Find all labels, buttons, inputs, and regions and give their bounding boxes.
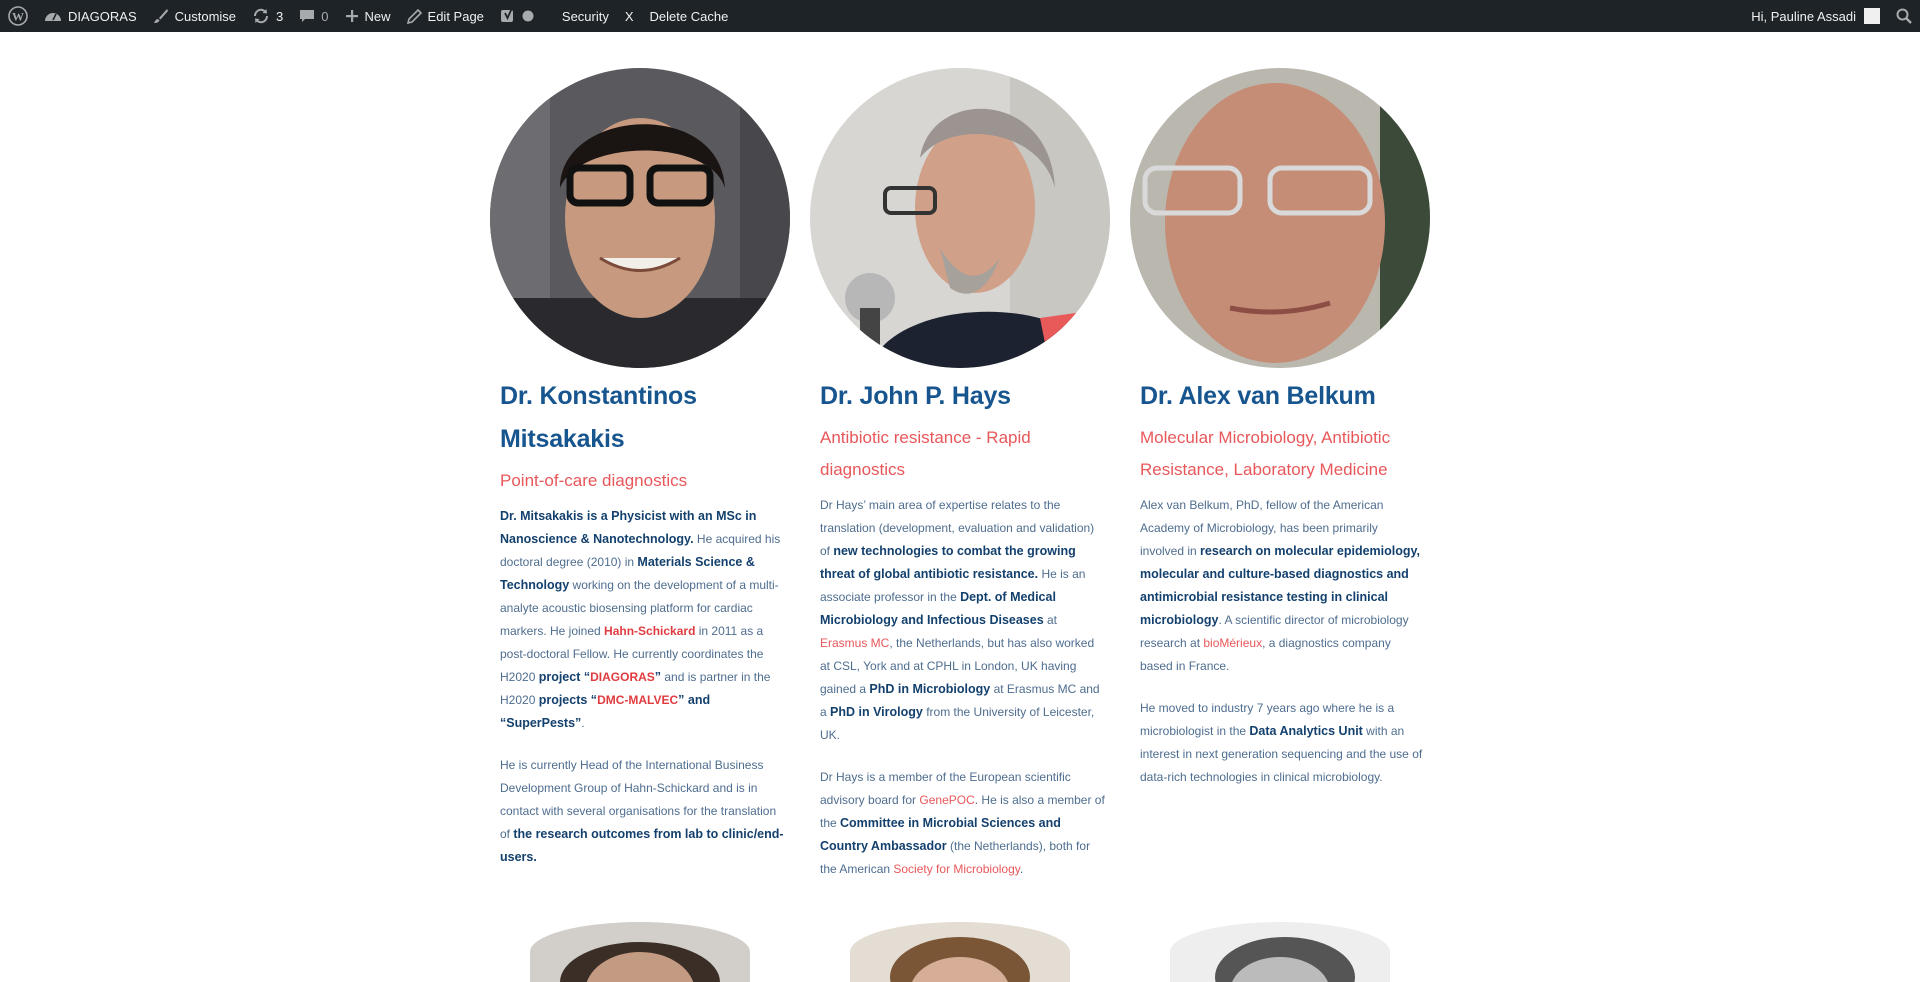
bio-link[interactable]: GenePOC — [919, 793, 975, 807]
bio-text-run: Dr Hays’ main area of expertise relates to the translation (development, evaluation and validation) of — [820, 498, 1095, 558]
bio-text-run: the research outcomes from lab to clinic/end-users. — [500, 827, 784, 864]
member-role: Antibiotic resistance - Rapid diagnostics — [820, 428, 1031, 479]
bio-text-run: He moved to industry 7 years ago where he is a microbiologist in the — [1140, 701, 1395, 738]
bio-text-run: ” — [654, 670, 662, 684]
bio-text-run: new technologies to combat the growing threat of global antibiotic resistance. — [820, 544, 1076, 581]
bio-text-run: , the Netherlands, but has also worked at CSL, York and at CPHL in London, UK having gained a — [820, 636, 1095, 696]
yoast-icon — [500, 8, 516, 24]
wp-admin-bar — [0, 0, 1920, 32]
search-button[interactable] — [1888, 0, 1920, 32]
bio-text-run: . — [581, 716, 585, 730]
member-bio-paragraph — [1140, 494, 1425, 678]
x-menu[interactable] — [617, 0, 642, 32]
bio-text-run: Materials Science & Technology — [500, 555, 755, 592]
security-menu[interactable] — [554, 0, 617, 32]
bio-link[interactable]: bioMérieux — [1203, 636, 1263, 650]
avatar — [1864, 8, 1880, 24]
member-bio-paragraph — [820, 494, 1105, 747]
member-role: Molecular Microbiology, Antibiotic Resistance, Laboratory Medicine — [1140, 428, 1391, 479]
bio-text-run: ” and “SuperPests” — [500, 693, 711, 730]
delete-cache-label: Delete Cache — [649, 8, 729, 24]
pencil-icon — [407, 9, 422, 24]
bio-text-run: He is an associate professor in the — [820, 567, 1086, 604]
site-name-menu[interactable] — [36, 0, 145, 32]
member-bio-paragraph — [500, 505, 785, 735]
member-name: Dr. Konstantinos Mitsakakis — [500, 382, 697, 453]
portrait-photo — [1130, 68, 1430, 368]
my-account-menu[interactable] — [1743, 0, 1888, 32]
edit-page-button[interactable] — [399, 0, 492, 32]
portrait-photo-next-row — [530, 922, 750, 982]
portrait-photo — [810, 68, 1110, 368]
bio-text-run: . — [1019, 862, 1024, 876]
member-bio-paragraph — [820, 766, 1105, 881]
bio-text-run: project “ — [538, 670, 591, 684]
bio-text-run: Dept. of Medical Microbiology and Infectious Diseases — [820, 590, 1056, 627]
wordpress-logo-icon[interactable] — [0, 0, 36, 32]
bio-text-run: . A scientific director of microbiology research at — [1140, 613, 1409, 650]
bio-text-run: research on molecular epidemiology, molecular and culture-based diagnostics and antimicrobial resistance testing in clinical microbiology — [1140, 544, 1421, 627]
member-name: Dr. Alex van Belkum — [1140, 382, 1376, 410]
member-bio-paragraph — [1140, 697, 1425, 789]
updates-count: 3 — [276, 8, 284, 24]
bio-text-run: Alex van Belkum, PhD, fellow of the American Academy of Microbiology, has been primarily involved in — [1140, 498, 1384, 558]
delete-cache-button[interactable] — [642, 0, 737, 32]
bio-text-run: and is partner in the H2020 — [500, 670, 771, 707]
bio-link[interactable]: Hahn-Schickard — [604, 624, 696, 638]
bio-text-run: Dr. Mitsakakis is a Physicist with an MSc in Nanoscience & Nanotechnology. — [500, 509, 757, 546]
user-greeting: Hi, Pauline Assadi — [1751, 8, 1856, 24]
bio-link[interactable]: Erasmus MC — [820, 636, 890, 650]
team-member-hays — [810, 68, 1110, 900]
bio-link[interactable]: Society for Microbiology — [893, 862, 1020, 876]
bio-text-run: Dr Hays is a member of the European scientific advisory board for — [820, 770, 1071, 807]
customise-button[interactable] — [145, 0, 244, 32]
member-name: Dr. John P. Hays — [820, 382, 1011, 410]
bio-text-run: Committee in Microbial Sciences and Country Ambassador — [820, 816, 1061, 853]
svg-text:W: W — [12, 9, 24, 24]
bio-text-run: from the University of Leicester, UK. — [820, 705, 1095, 742]
portrait-photo — [490, 68, 790, 368]
comments-button[interactable] — [291, 0, 336, 32]
comments-count: 0 — [321, 8, 329, 24]
brush-icon — [153, 8, 169, 24]
bio-text-run: PhD in Virology — [830, 705, 923, 719]
portrait-photo-next-row — [850, 922, 1070, 982]
portrait-photo-next-row — [1170, 922, 1390, 982]
new-content-button[interactable] — [337, 0, 399, 32]
bio-text-run: working on the development of a multi-analyte acoustic biosensing platform for cardiac markers. He joined — [500, 578, 779, 638]
bio-link[interactable]: DMC-MALVEC — [597, 693, 679, 707]
bio-text-run: in 2011 as a post-doctoral Fellow. He currently coordinates the H2020 — [500, 624, 764, 684]
member-role: Point-of-care diagnostics — [500, 471, 688, 490]
bio-text-run: at Erasmus MC and a — [820, 682, 1100, 719]
bio-text-run: (the Netherlands), both for the American — [820, 839, 1091, 876]
x-label: X — [624, 8, 634, 24]
site-name: DIAGORAS — [68, 8, 137, 24]
bio-text-run: He acquired his doctoral degree (2010) in — [500, 532, 781, 569]
bio-text-run: PhD in Microbiology — [869, 682, 991, 696]
bio-text-run: . He is also a member of the — [820, 793, 1105, 830]
comment-icon — [299, 8, 315, 24]
plus-icon — [345, 9, 359, 23]
new-label: New — [364, 8, 391, 24]
dashboard-icon — [44, 9, 62, 23]
updates-icon — [252, 7, 270, 25]
bio-text-run: at — [1043, 613, 1058, 627]
bio-text-run: with an interest in next generation sequencing and the use of data-rich technologies in clinical microbiology. — [1140, 724, 1423, 784]
updates-button[interactable] — [244, 0, 291, 32]
edit-page-label: Edit Page — [427, 8, 484, 24]
bio-text-run: , a diagnostics company based in France. — [1140, 636, 1391, 673]
bio-text-run: projects “ — [538, 693, 598, 707]
bio-link[interactable]: DIAGORAS — [590, 670, 655, 684]
customise-label: Customise — [174, 8, 237, 24]
security-label: Security — [561, 8, 609, 24]
bio-text-run: He is currently Head of the International Business Development Group of Hahn-Schickard and is in contact with several organisations for the translation of — [500, 758, 777, 841]
seo-status-dot-icon — [522, 10, 534, 22]
team-member-van-belkum — [1130, 68, 1430, 808]
search-icon — [1896, 8, 1912, 24]
yoast-seo-menu[interactable] — [492, 0, 542, 32]
bio-text-run: Data Analytics Unit — [1249, 724, 1363, 738]
member-bio-paragraph — [500, 754, 785, 869]
team-member-mitsakakis — [490, 68, 790, 888]
